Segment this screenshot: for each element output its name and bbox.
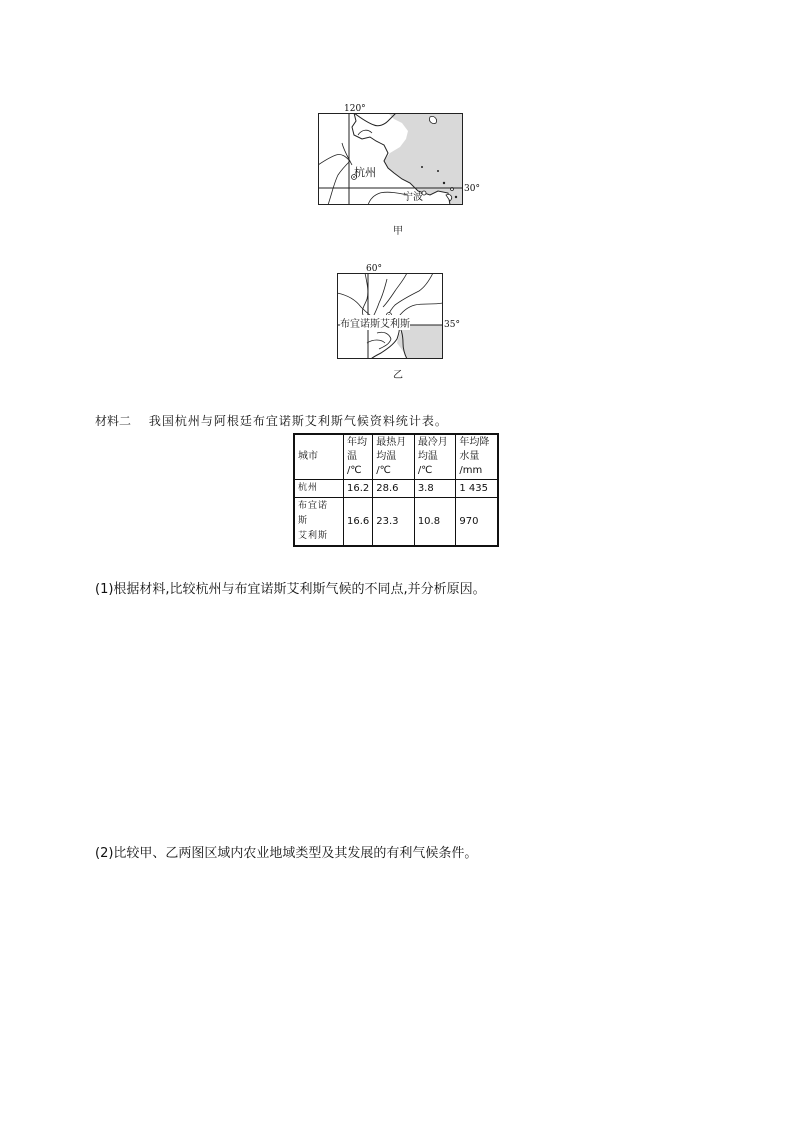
header-annual-temp: 年均 温 /℃ [344,434,373,480]
table-header-row [294,434,498,480]
map-jia-lon-label: 120° [344,104,366,114]
table-row [294,480,498,498]
material-two-line [95,412,448,429]
cell-hottest: 23.3 [373,498,415,547]
material-text: 我国杭州与阿根廷布宜诺斯艾利斯气候资料统计表。 [148,414,448,428]
climate-table [293,433,499,547]
header-precipitation: 年均降 水量 /mm [456,434,498,480]
cell-city: 杭州 [294,480,344,498]
cell-annual-temp: 16.6 [344,498,373,547]
header-coldest-month: 最冷月 均温 /℃ [414,434,456,480]
map-yi-lon-label: 60° [366,264,382,274]
header-hottest-month: 最热月 均温 /℃ [373,434,415,480]
map-yi-city-buenos-aires: 布宜诺斯艾利斯 [340,315,410,330]
cell-city: 布宜诺 斯 艾利斯 [294,498,344,547]
question-1: (1)根据材料,比较杭州与布宜诺斯艾利斯气候的不同点,并分析原因。 [95,582,486,597]
map-jia-city-hangzhou: 杭州 [354,166,376,179]
cell-coldest: 3.8 [414,480,456,498]
cell-coldest: 10.8 [414,498,456,547]
cell-annual-temp: 16.2 [344,480,373,498]
header-city: 城市 [294,434,344,480]
material-heading: 材料二 [95,414,132,428]
map-jia-caption: 甲 [393,226,403,237]
map-yi-lat-label: 35° [444,320,460,330]
cell-hottest: 28.6 [373,480,415,498]
table-row [294,498,498,547]
map-yi-caption: 乙 [393,370,403,381]
map-jia-drawing [318,113,463,205]
cell-precip: 1 435 [456,480,498,498]
question-2: (2)比较甲、乙两图区域内农业地域类型及其发展的有利气候条件。 [95,846,478,861]
map-jia-city-ningbo: 宁波 [403,192,423,203]
map-jia [318,113,463,205]
cell-precip: 970 [456,498,498,547]
map-jia-lat-label: 30° [464,184,480,194]
